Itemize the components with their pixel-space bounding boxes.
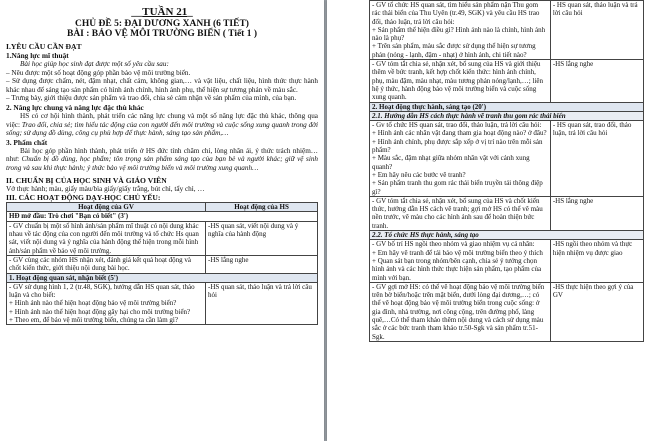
gv-cell: - GV tóm tắt chia sẻ, nhận xét, bổ sung của HS và giới thiệu thêm về bức tranh, kết hợp chốt kiến thức: hình ảnh chính, phụ, màu đậm, màu nhạt, màu tương phản nóng/lạnh,…; liên hệ ý thức, hành động bảo vệ môi trường biển và cuộc sống xung quanh. — [370, 60, 551, 102]
activity-table — [6, 202, 318, 325]
activity-heading: 1. Hoạt động quan sát, nhận biết (5') — [7, 273, 318, 282]
page-2 — [327, 0, 650, 441]
section-heading: II. CHUẨN BỊ CỦA HỌC SINH VÀ GIÁO VIÊN — [6, 175, 167, 185]
gv-cell: - GV tổ chức HS quan sát, tìm hiểu sản phẩm nặn Thu gom rác thải biển của Thu Uyên (tr.49, SGK) và yêu cầu HS trao đổi, thảo luận, trả lời câu hỏi: + Sản phẩm thể hiện điều gì? Hình ảnh nào là chính, hình ảnh nào là phụ? + Trên sản phẩm, màu sắc được sử dụng thể hiện sự tương phản (nóng - lạnh, đậm - nhạt) ở hình ảnh, chi tiết nào? — [370, 1, 551, 60]
activity-heading: 2. Hoạt động thực hành, sáng tạo (20') — [370, 102, 644, 111]
gv-cell: - GV sử dụng hình 1, 2 (tr.48, SGK), hướng dẫn HS quan sát, thảo luận và cho biết: + Hình ảnh nào thể hiện hoạt động bảo vệ môi trường biển? + Hình ảnh nào thể hiện hoạt động gây hại cho môi trường biển? + Theo em, để bảo vệ môi trường biển, chúng ta cần làm gì? — [7, 282, 206, 324]
lesson-title: BÀI : BẢO VỆ MÔI TRƯỜNG BIỂN ( Tiết 1 ) — [66, 29, 258, 39]
subsection-heading: 1.Năng lực mĩ thuật — [6, 51, 69, 60]
hs-cell: -HS lắng nghe — [550, 60, 643, 102]
hs-cell: -HS lắng nghe — [550, 196, 643, 230]
activity-subheading: 2.1. Hướng dẫn HS cách thực hành vẽ tranh thu gom rác thải biển — [370, 111, 644, 120]
gv-cell: - GV tóm tắt chia sẻ, nhận xét, bổ sung của HS và chốt kiến thức, hướng dẫn HS cách vẽ tranh; gợi mở HS có thể vẽ màu nền trước, vẽ màu cho các hình ảnh sau để hoàn thiện bức tranh. — [370, 196, 551, 230]
hs-cell: -HS quan sát, thảo luận và trả lời câu hỏi — [206, 282, 318, 324]
gv-cell: - GV chuẩn bị một số hình ảnh/sản phẩm mĩ thuật có nội dung khác nhau về tác động của con người đến môi trường và tổ chức Hs quan sát, viết nội dung và ý nghĩa của hành động thể hiện trong mỗi hình ảnh/sản phẩm về bảo vệ môi trường. — [7, 221, 206, 255]
gv-cell: - Gv tổ chức HS quan sát, trao đổi, thảo luận, trả lời câu hỏi: + Hình ảnh các nhân vật đang tham gia hoạt động nào? ở đâu? + Hình ảnh chính, phụ được sắp xếp ở vị trí nào trên mỗi sản phẩm? + Màu sắc, đậm nhạt giữa nhóm nhân vật với cảnh xung quanh? + Em hãy nêu các bước vẽ tranh? + Sản phẩm tranh thu gom rác thải biển truyền tải thông điệp gì? — [370, 121, 551, 197]
table-row — [7, 221, 318, 255]
chapter-title: CHỦ ĐỀ 5: ĐẠI DƯƠNG XANH (6 TIẾT) — [75, 19, 249, 29]
page-1 — [0, 0, 324, 441]
col-header-gv: Hoạt động của GV — [7, 203, 206, 212]
subsection-heading: 2. Năng lực chung và năng lực đặc thù khác — [6, 102, 144, 112]
subsection-heading: 3. Phẩm chất — [6, 137, 48, 147]
section-heading: I.YÊU CẦU CẦN ĐẠT — [6, 42, 82, 51]
hs-cell: -HS lắng nghe — [206, 255, 318, 273]
table-row — [370, 282, 644, 341]
table-row — [370, 240, 644, 282]
paragraph: Bài học góp phần hình thành, phát triển ở HS đức tính chăm chỉ, lòng nhân ái, ý thức trách nhiệm… như: Chuẩn bị đồ dùng, học phẩm; tôn trọng sản phẩm sáng tạo của bạn bè và người khác; giữ vệ sinh trong và sau khi thực hành; ý thức bảo vệ môi trường biển và môi trường xung quanh… — [6, 146, 319, 172]
hs-cell: -HS ngồi theo nhóm và thực hiện nhiệm vụ được giao — [550, 240, 643, 282]
activity-subheading: 2.2. Tổ chức HS thực hành, sáng tạo — [370, 231, 644, 240]
table-row — [370, 60, 644, 102]
paragraph: Vở thực hành; màu, giấy màu/bìa giấy/giấy trắng, bút chì, tẩy chì, … — [6, 184, 205, 193]
paragraph: Bài học giúp học sinh đạt được một số yêu cầu sau: — [20, 60, 169, 68]
paragraph: HS có cơ hội hình thành, phát triển các năng lực chung và một số năng lực đặc thù khác, thông qua việc: Trao đổi, chia sẻ; tìm hiểu tác động của con người đến môi trường và cuộc sống xung quanh trong đời sống; sử dụng đồ dùng, công cụ phù hợp để thực hành, sáng tạo sản phẩm,… — [6, 111, 319, 138]
paragraph: – Nêu được một số hoạt động góp phần bảo vệ môi trường biển. — [6, 68, 191, 77]
paragraph: – Trưng bày, giới thiệu được sản phẩm và trao đổi, chia sẻ cảm nhận về sản phẩm của mình, của bạn. — [6, 94, 297, 103]
activity-heading: HĐ mở đầu: Trò chơi "Bạn có biết" (3') — [7, 212, 318, 221]
table-row — [370, 121, 644, 197]
table-row — [7, 282, 318, 324]
table-row — [7, 255, 318, 273]
col-header-hs: Hoạt động của HS — [206, 203, 318, 212]
week-title: __TUẦN 21_ — [131, 6, 193, 18]
section-heading: III. CÁC HOẠT ĐỘNG DẠY-HỌC CHỦ YẾU: — [6, 193, 161, 203]
hs-cell: -HS thực hiện theo gợi ý của GV — [550, 282, 643, 341]
hs-cell: - HS quan sát, trao đổi, thảo luận, trả lời câu hỏi — [550, 121, 643, 197]
gv-cell: - GV bố trí HS ngồi theo nhóm và giao nhiệm vụ cá nhân: + Em hãy vẽ tranh để tái bảo vệ môi trường biển theo ý thích + Quan sát bạn trong nhóm/bên cạnh, chia sẻ ý tưởng chọn hình ảnh và các hình thức thực hiện sản phẩm, tạo phẩm của mình với bạn. — [370, 240, 551, 282]
hs-cell: - HS quan sát, thảo luận và trả lời câu hỏi — [550, 1, 643, 60]
gv-cell: - GV gợi mở HS: có thể vẽ hoạt động bảo vệ môi trường biển trên bờ biển/hoặc trên mặt biển, dưới lòng đại dương,…; có thể vẽ hoạt động bảo vệ môi trường biển trong cuộc sống: ở gia đình, nhà trường, nơi công cộng, trên đường phố, làng quê,…Có thể tham khảo thêm nội dung và cách sử dụng màu sắc ở các bức tranh tham khảo tr.50-Sgk và sản phẩm tr.51-Sgk. — [370, 282, 551, 341]
activity-table-continued — [369, 0, 644, 342]
gv-cell: - GV cùng các nhóm HS nhận xét, đánh giá kết quả hoạt động và chốt kiến thức, giới thiệu nội dung bài học. — [7, 255, 206, 273]
table-row — [370, 196, 644, 230]
table-row — [370, 1, 644, 60]
hs-cell: -HS quan sát, viết nội dung và ý nghĩa của hành động — [206, 221, 318, 255]
paragraph: – Sử dụng được chấm, nét, đậm nhạt, chất cảm, không gian,… và vật liệu, chất liệu, hình thức thực hành khác nhau để sáng tạo sản phẩm có hình ảnh chính, hình ảnh phụ, thể hiện sự tương phản về màu sắc. — [6, 77, 318, 94]
